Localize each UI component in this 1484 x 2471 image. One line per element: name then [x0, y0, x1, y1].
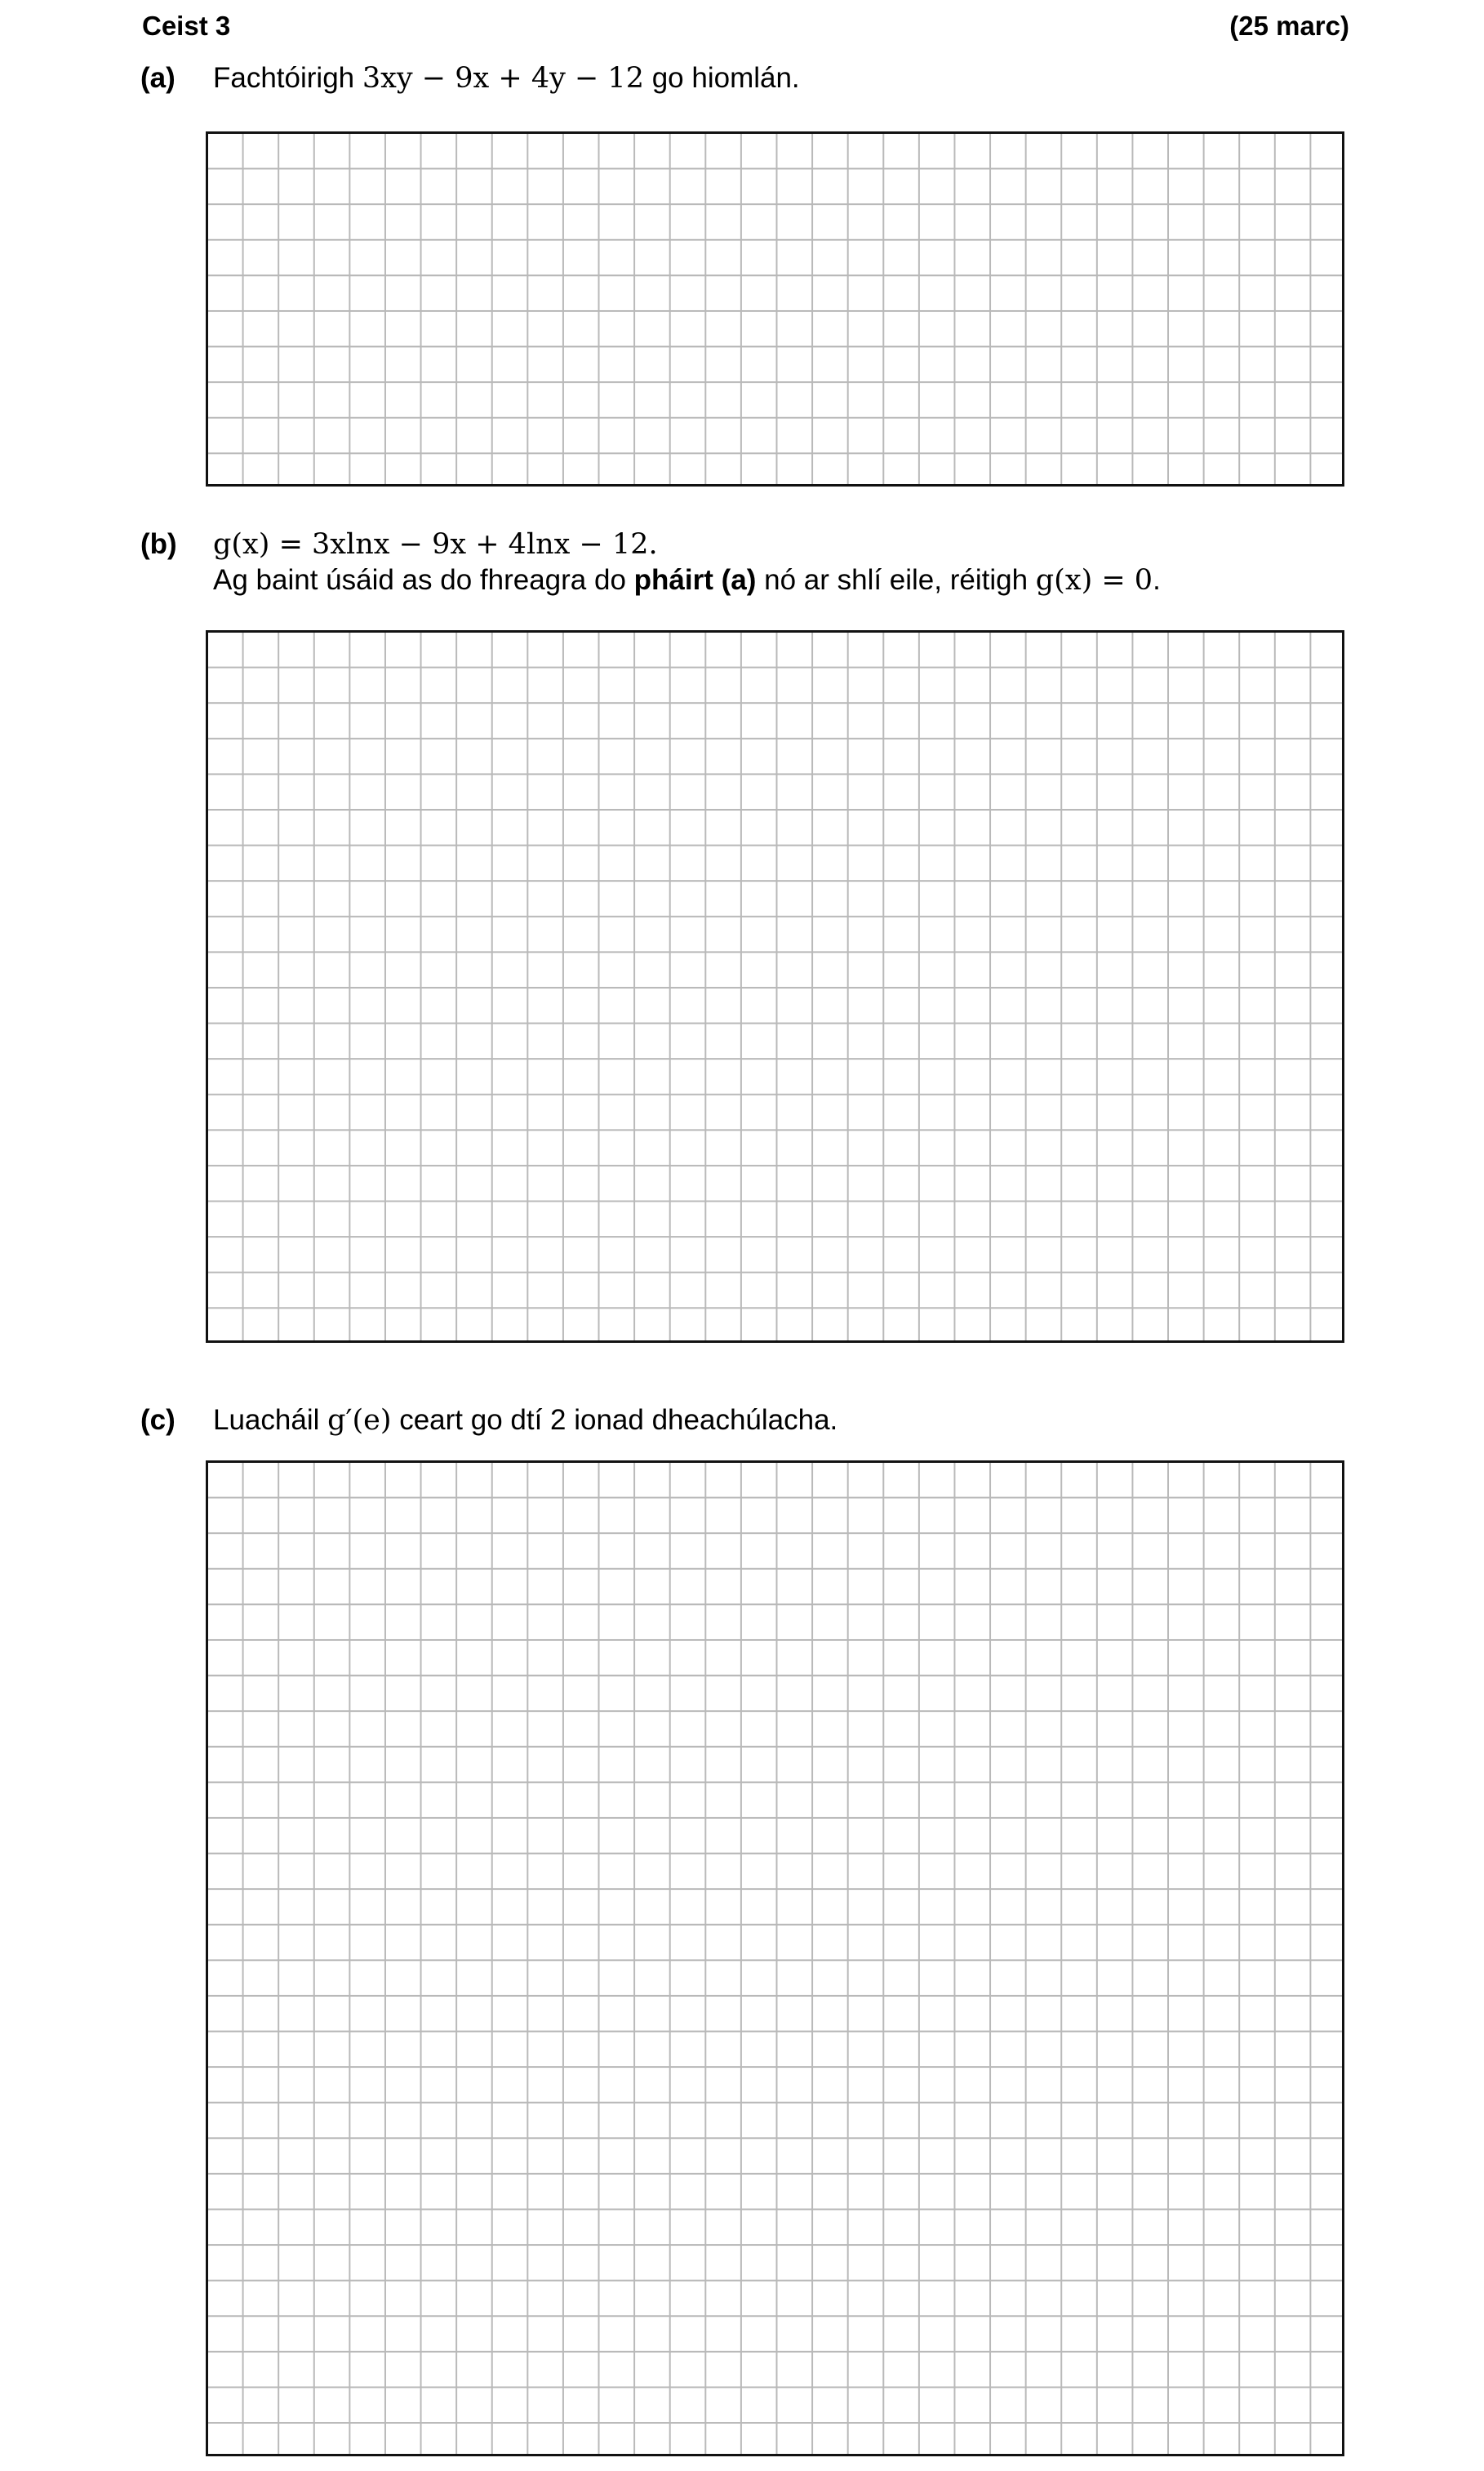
part-b-instruction-bold: pháirt (a): [633, 564, 757, 596]
part-a-expression: 3xy − 9x + 4y − 12: [362, 62, 644, 95]
answer-box-a[interactable]: [206, 131, 1344, 487]
part-b-instruction-math: g(x) = 0: [1035, 564, 1153, 597]
marks-total: (25 marc): [1229, 11, 1349, 41]
part-c-question: [213, 1402, 838, 1438]
part-c-text-before: Luacháil: [213, 1404, 328, 1436]
part-c-text-after: ceart go dtí 2 ionad dheachúlacha.: [391, 1404, 838, 1436]
part-a-question: [213, 60, 800, 96]
part-b-instruction-end: .: [1153, 564, 1161, 596]
question-title: Ceist 3: [142, 11, 231, 41]
answer-box-c[interactable]: [206, 1460, 1344, 2456]
part-a-text-before: Fachtóirigh: [213, 62, 362, 94]
part-b-instruction: [213, 562, 1161, 598]
part-a-text-after: go hiomlán.: [643, 62, 800, 94]
part-b-function: g(x) = 3xlnx − 9x + 4lnx − 12.: [213, 528, 658, 561]
part-b-instruction-middle: nó ar shlí eile, réitigh: [756, 564, 1036, 596]
answer-box-b[interactable]: [206, 630, 1344, 1343]
part-c-label: (c): [140, 1404, 176, 1436]
part-b-label: (b): [140, 528, 177, 560]
part-a-label: (a): [140, 62, 176, 94]
part-c-math: g′(e): [327, 1404, 392, 1437]
part-b-instruction-text: Ag baint úsáid as do fhreagra do: [213, 564, 634, 596]
